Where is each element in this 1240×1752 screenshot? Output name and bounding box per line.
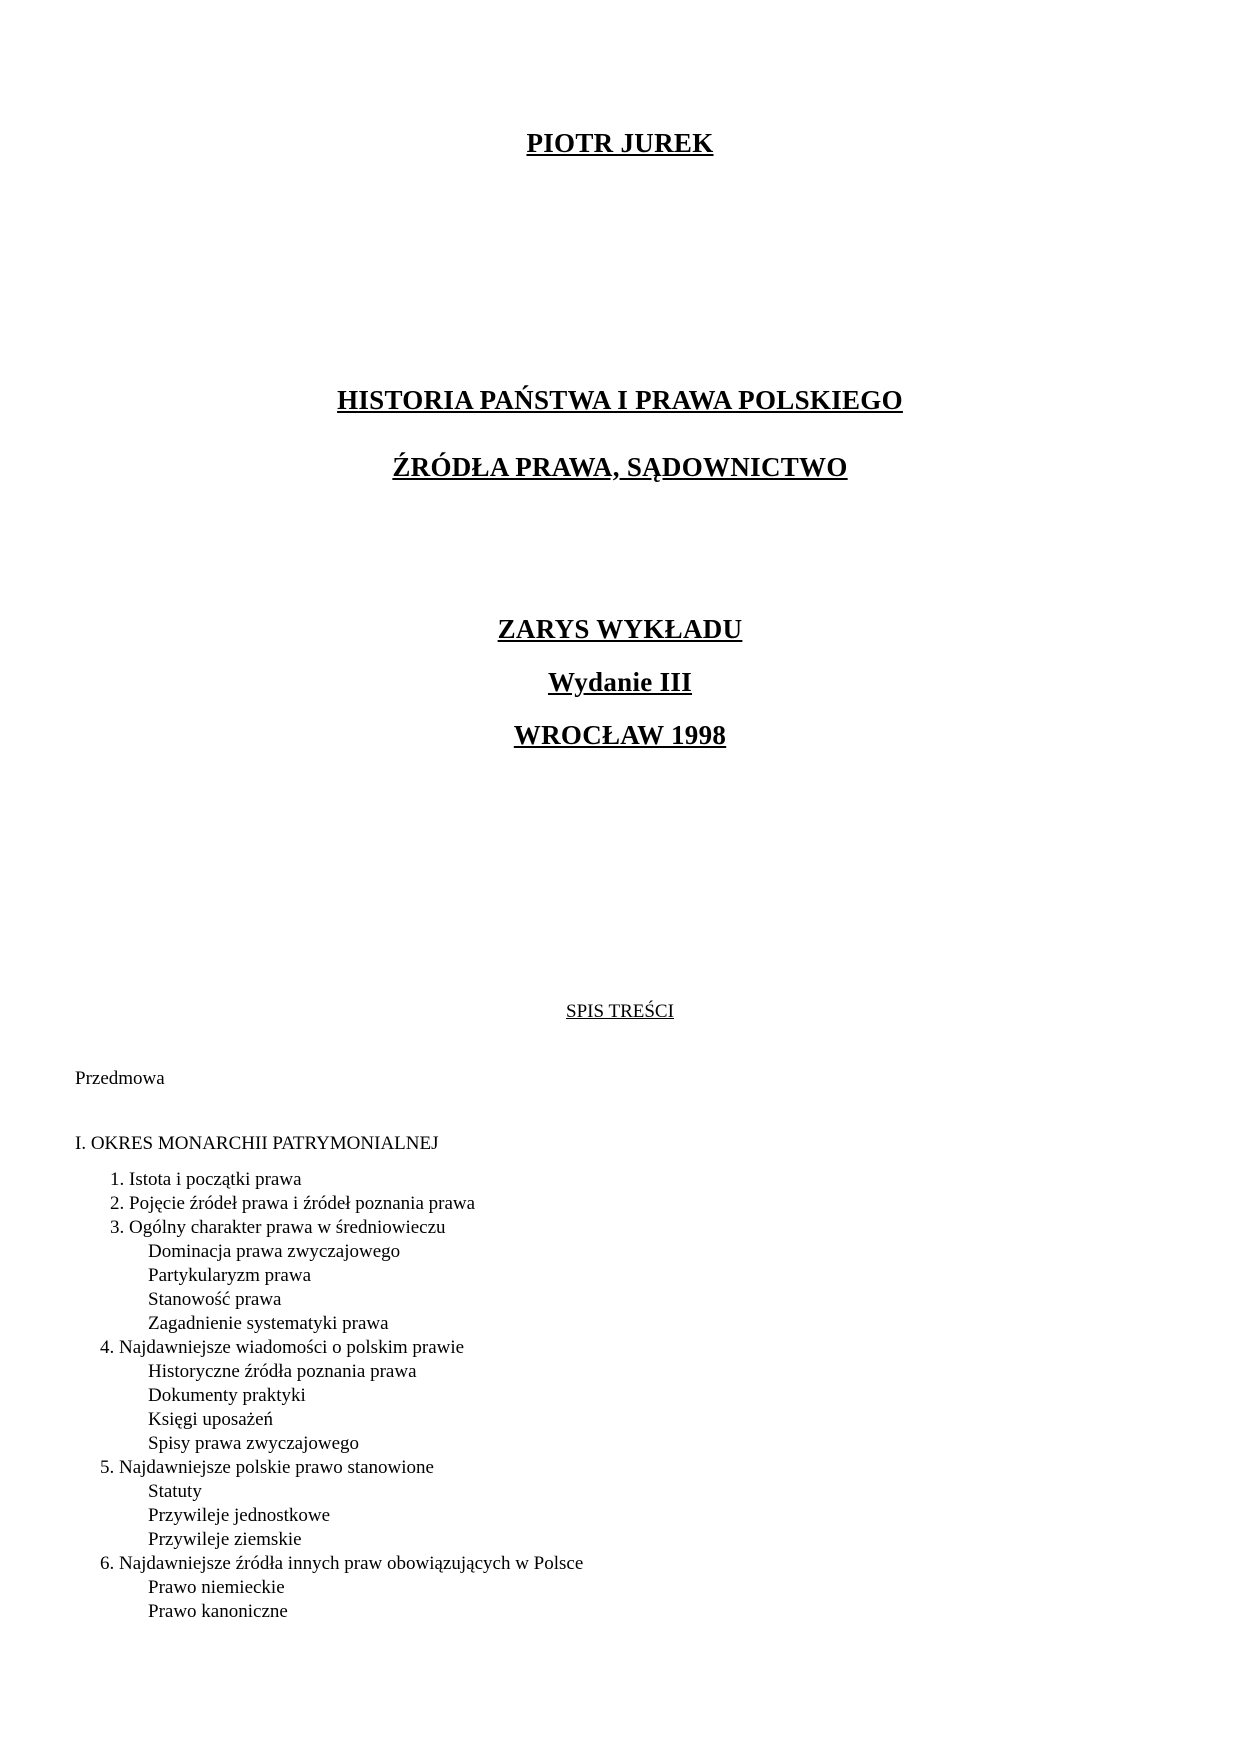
toc-item: 1. Istota i początki prawa <box>110 1169 302 1190</box>
toc-subitem: Spisy prawa zwyczajowego <box>148 1433 360 1454</box>
title-line-2: ŹRÓDŁA PRAWA, SĄDOWNICTWO <box>392 452 848 482</box>
edition: Wydanie III <box>547 667 693 697</box>
toc-heading: SPIS TREŚCI <box>566 1001 674 1022</box>
toc-subitem: Zagadnienie systematyki prawa <box>148 1313 389 1334</box>
subtitle: ZARYS WYKŁADU <box>497 614 743 644</box>
author-name: PIOTR JUREK <box>526 128 714 158</box>
toc-subitem: Stanowość prawa <box>148 1289 282 1310</box>
toc-preface: Przedmowa <box>75 1068 165 1089</box>
toc-subitem: Przywileje ziemskie <box>148 1529 302 1550</box>
toc-subitem: Księgi uposażeń <box>148 1409 274 1430</box>
toc-item: 5. Najdawniejsze polskie prawo stanowione <box>100 1457 434 1478</box>
toc-subitem: Dokumenty praktyki <box>148 1385 306 1406</box>
toc-subitem: Historyczne źródła poznania prawa <box>148 1361 417 1382</box>
toc-item: 3. Ogólny charakter prawa w średniowieczu <box>110 1217 446 1238</box>
place-year: WROCŁAW 1998 <box>513 720 727 750</box>
toc-item: 2. Pojęcie źródeł prawa i źródeł poznania prawa <box>110 1193 476 1214</box>
toc-subitem: Przywileje jednostkowe <box>148 1505 331 1526</box>
title-line-1: HISTORIA PAŃSTWA I PRAWA POLSKIEGO <box>337 385 903 415</box>
toc-item: 4. Najdawniejsze wiadomości o polskim prawie <box>100 1337 465 1358</box>
toc-subitem: Statuty <box>148 1481 202 1502</box>
toc-subitem: Dominacja prawa zwyczajowego <box>148 1241 401 1262</box>
toc-subitem: Partykularyzm prawa <box>148 1265 312 1286</box>
toc-part-title: I. OKRES MONARCHII PATRYMONIALNEJ <box>75 1133 439 1154</box>
toc-subitem: Prawo kanoniczne <box>148 1601 288 1622</box>
toc-subitem: Prawo niemieckie <box>148 1577 285 1598</box>
toc-item: 6. Najdawniejsze źródła innych praw obowiązujących w Polsce <box>100 1553 584 1574</box>
